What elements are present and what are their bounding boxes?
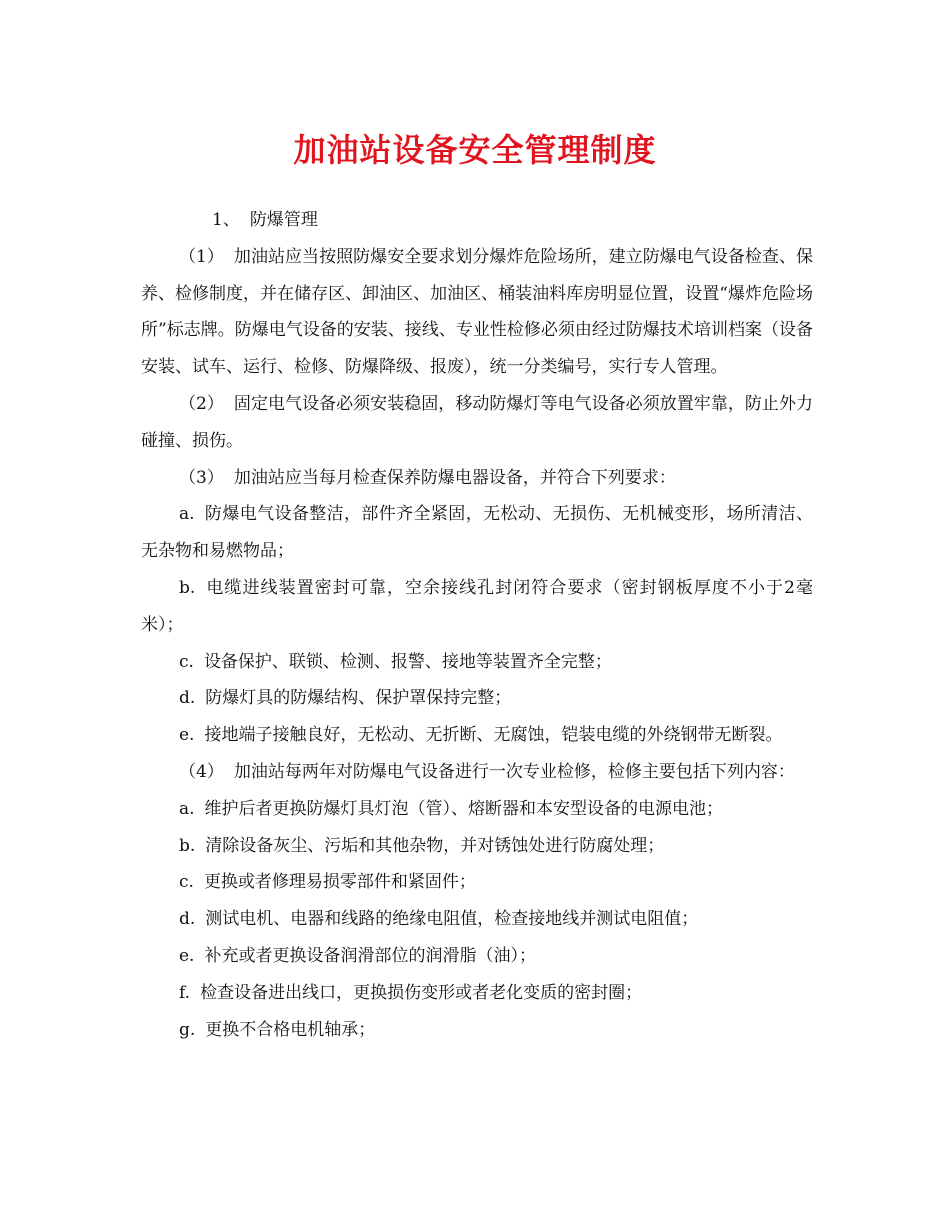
- paragraph-4: [141, 754, 813, 791]
- paragraph-1: [141, 239, 813, 386]
- list-item-label: g.: [179, 1019, 196, 1040]
- list-item-label: b.: [179, 577, 196, 598]
- list-item-label: e.: [179, 725, 195, 746]
- list-item: [141, 975, 813, 1012]
- list-item: [141, 644, 813, 681]
- list-item-text: 清除设备灰尘、污垢和其他杂物，并对锈蚀处进行防腐处理；: [205, 835, 665, 856]
- list-item-label: d.: [179, 688, 196, 709]
- list-item: [141, 864, 813, 901]
- paragraph-text: 加油站每两年对防爆电气设备进行一次专业检修，检修主要包括下列内容：: [233, 761, 795, 782]
- list-item-text: 维护后者更换防爆灯具灯泡（管）、熔断器和本安型设备的电源电池；: [204, 798, 724, 819]
- paragraph-label: （3）: [179, 467, 224, 488]
- list-item-text: 更换或者修理易损零部件和紧固件；: [203, 872, 476, 893]
- paragraph-label: （1）: [179, 246, 224, 267]
- paragraph-text: 固定电气设备必须安装稳固，移动防爆灯等电气设备必须放置牢靠，防止外力碰撞、损伤。: [141, 393, 813, 451]
- paragraph-text: 加油站应当按照防爆安全要求划分爆炸危险场所，建立防爆电气设备检查、保养、检修制度，并在储存区、卸油区、加油区、桶装油料库房明显位置，设置“爆炸危险场所”标志牌。防爆电气设备的安装、接线、专业性检修必须由经过防爆技术培训档案（设备安装、试车、运行、检修、防爆降级、报废），统一分类编号，实行专人管理。: [141, 246, 813, 378]
- paragraph-text: 加油站应当每月检查保养防爆电器设备，并符合下列要求：: [233, 467, 676, 488]
- document-title: 加油站设备安全管理制度: [293, 131, 657, 169]
- list-item-text: 测试电机、电器和线路的绝缘电阻值，检查接地线并测试电阻值；: [205, 909, 699, 930]
- paragraph-3: [141, 460, 813, 497]
- list-item-label: e.: [179, 945, 195, 966]
- section-title: 防爆管理: [249, 210, 318, 230]
- list-item: [141, 1012, 813, 1049]
- list-item: [141, 938, 813, 975]
- list-item: [141, 680, 813, 717]
- list-item-text: 防爆电气设备整洁，部件齐全紧固，无松动、无损伤、无机械变形，场所清洁、无杂物和易燃物品；: [141, 504, 813, 562]
- list-item: [141, 717, 813, 754]
- paragraph-label: （2）: [179, 393, 224, 414]
- section-heading: [141, 202, 813, 239]
- list-item-label: c.: [179, 872, 194, 893]
- list-item-label: a.: [179, 798, 195, 819]
- list-item: [141, 791, 813, 828]
- list-item-text: 设备保护、联锁、检测、报警、接地等装置齐全完整；: [203, 651, 612, 672]
- paragraph-2: [141, 386, 813, 460]
- list-item-label: d.: [179, 909, 196, 930]
- list-item-label: b.: [179, 835, 196, 856]
- list-item-label: a.: [179, 504, 195, 525]
- list-item: [141, 496, 813, 570]
- list-item: [141, 901, 813, 938]
- paragraph-label: （4）: [179, 761, 224, 782]
- list-item-text: 检查设备进出线口，更换损伤变形或者老化变质的密封圈；: [200, 982, 643, 1003]
- document-body: [141, 202, 813, 1048]
- list-item-text: 补充或者更换设备润滑部位的润滑脂（油）；: [204, 945, 536, 966]
- list-item: [141, 828, 813, 865]
- section-number: 1、: [212, 210, 240, 230]
- list-item-text: 防爆灯具的防爆结构、保护罩保持完整；: [205, 688, 512, 709]
- list-item-label: c.: [179, 651, 194, 672]
- list-item-text: 接地端子接触良好，无松动、无折断、无腐蚀，铠装电缆的外绕钢带无断裂。: [204, 725, 783, 746]
- list-item: [141, 570, 813, 644]
- list-item-text: 更换不合格电机轴承；: [205, 1019, 376, 1040]
- list-item-label: f.: [179, 982, 191, 1003]
- list-item-text: 电缆进线装置密封可靠，空余接线孔封闭符合要求（密封钢板厚度不小于2毫米）；: [141, 577, 813, 635]
